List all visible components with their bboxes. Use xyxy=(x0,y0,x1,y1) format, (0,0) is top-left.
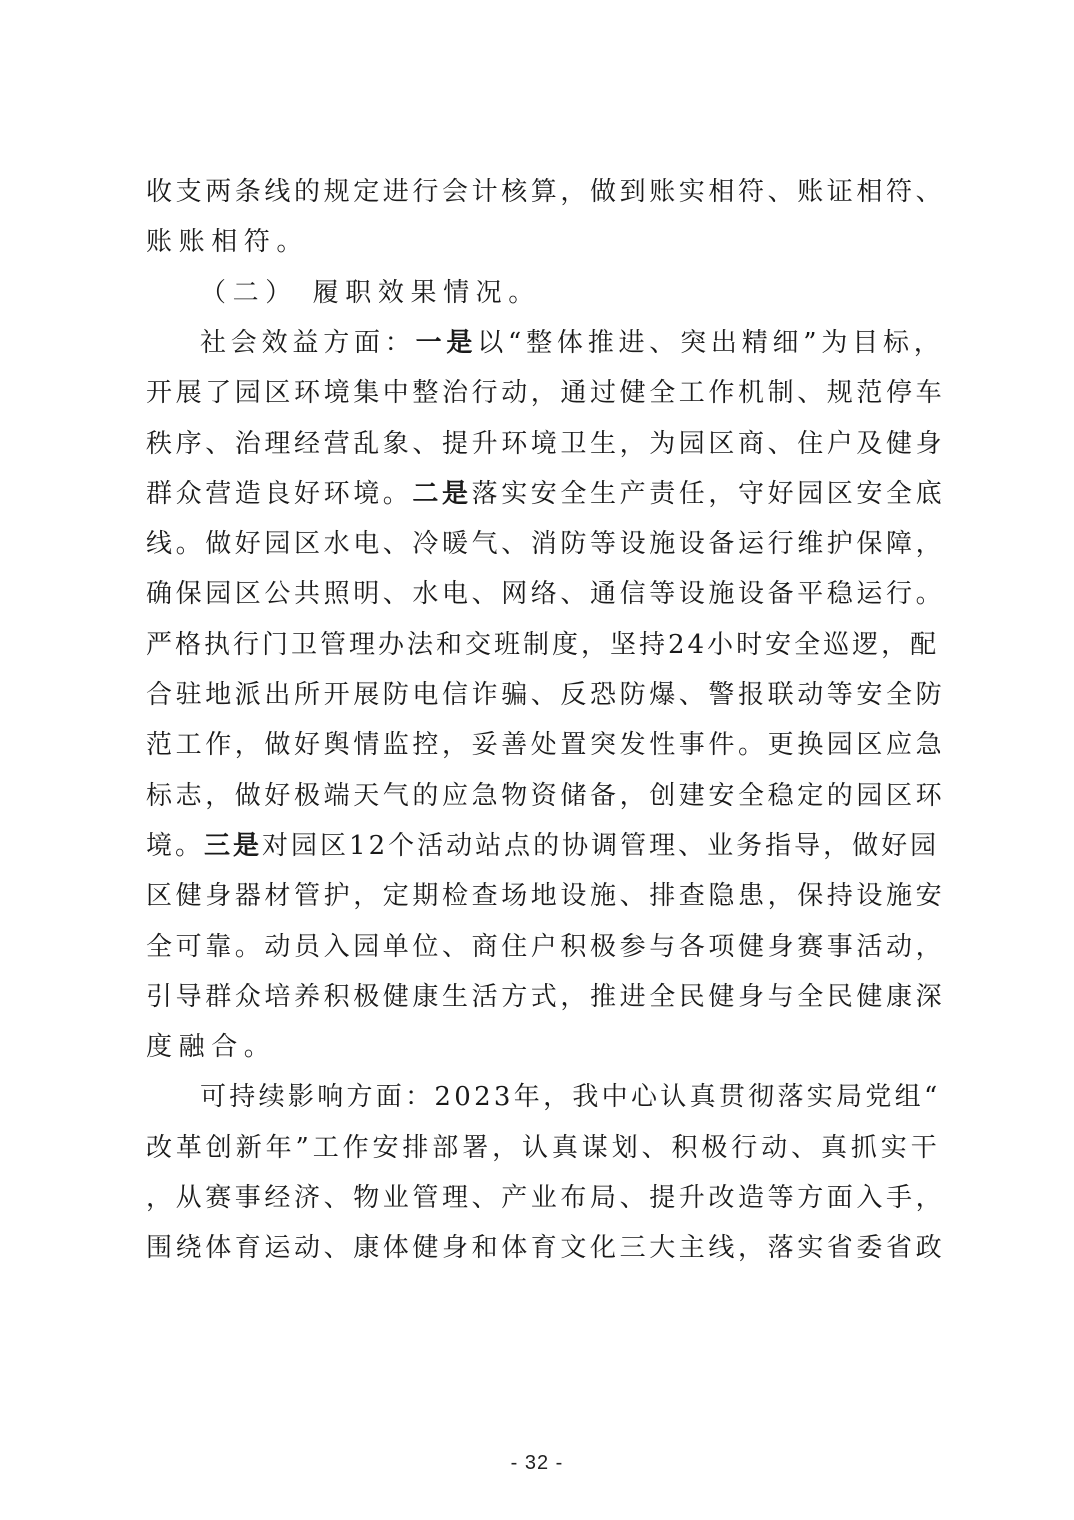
text-line xyxy=(146,670,946,720)
bold-text-segment: 三是 xyxy=(204,830,263,861)
text-segment: （二） 履职效果情况。 xyxy=(200,277,541,308)
text-line xyxy=(146,1123,946,1173)
text-segment: ，从赛事经济、物业管理、产业布局、提升改造等方面入手， xyxy=(146,1183,946,1213)
text-segment: 确保园区公共照明、水电、网络、通信等设施设备平稳运行。 xyxy=(146,579,946,610)
text-line xyxy=(146,1022,946,1072)
text-line xyxy=(146,620,946,670)
text-segment: 境。 xyxy=(146,830,205,861)
text-line xyxy=(146,1223,946,1273)
text-segment: 可持续影响方面：2023年，我中心认真贯彻落实局党组“ xyxy=(200,1082,941,1113)
text-line xyxy=(146,419,946,469)
text-segment: 收支两条线的规定进行会计核算，做到账实相符、账证相符、 xyxy=(146,177,946,207)
text-line xyxy=(146,368,946,418)
text-segment: 线。做好园区水电、冷暖气、消防等设施设备运行维护保障， xyxy=(146,529,946,560)
text-line xyxy=(200,268,946,318)
text-segment: 改革创新年”工作安排部署，认真谋划、积极行动、真抓实干 xyxy=(146,1132,941,1163)
text-segment: 全可靠。动员入园单位、商住户积极参与各项健身赛事活动， xyxy=(146,931,946,962)
text-line xyxy=(146,1173,946,1223)
text-segment: 开展了园区环境集中整治行动，通过健全工作机制、规范停车 xyxy=(146,378,946,409)
text-segment: 账账相符。 xyxy=(146,227,310,258)
bold-text-segment: 一是 xyxy=(415,327,478,358)
text-line xyxy=(146,167,946,217)
text-segment: 围绕体育运动、康体健身和体育文化三大主线，落实省委省政 xyxy=(146,1233,946,1264)
text-segment: 区健身器材管护，定期检查场地设施、排查隐患，保持设施安 xyxy=(146,881,946,912)
text-segment: 标志，做好极端天气的应急物资储备，创建安全稳定的园区环 xyxy=(146,780,946,811)
text-line xyxy=(146,469,946,519)
text-line xyxy=(146,871,946,921)
text-segment: 引导群众培养积极健康生活方式，推进全民健身与全民健康深 xyxy=(146,981,946,1012)
page-number: - 32 - xyxy=(510,1452,564,1474)
bold-text-segment: 二是 xyxy=(412,478,472,509)
text-line xyxy=(146,569,946,619)
text-segment: 社会效益方面： xyxy=(200,327,416,358)
text-segment: 群众营造良好环境。 xyxy=(146,478,413,509)
text-segment: 落实安全生产责任，守好园区安全底 xyxy=(471,478,946,509)
text-segment: 严格执行门卫管理办法和交班制度，坚持24小时安全巡逻，配 xyxy=(146,629,940,660)
text-line xyxy=(146,972,946,1022)
text-segment: 以“整体推进、突出精细”为目标， xyxy=(477,327,945,358)
text-segment: 度融合。 xyxy=(146,1032,277,1063)
text-line xyxy=(200,318,946,368)
text-line xyxy=(146,821,946,871)
text-line xyxy=(146,217,946,267)
text-line xyxy=(146,720,946,770)
text-line xyxy=(146,922,946,972)
text-segment: 合驻地派出所开展防电信诈骗、反恐防爆、警报联动等安全防 xyxy=(146,680,946,710)
text-segment: 范工作，做好舆情监控，妥善处置突发性事件。更换园区应急 xyxy=(146,730,946,761)
text-line xyxy=(146,771,946,821)
text-segment: 对园区12个活动站点的协调管理、业务指导，做好园 xyxy=(262,830,940,861)
text-line xyxy=(200,1072,946,1122)
text-line xyxy=(146,519,946,569)
text-segment: 秩序、治理经营乱象、提升环境卫生，为园区商、住户及健身 xyxy=(146,428,946,459)
